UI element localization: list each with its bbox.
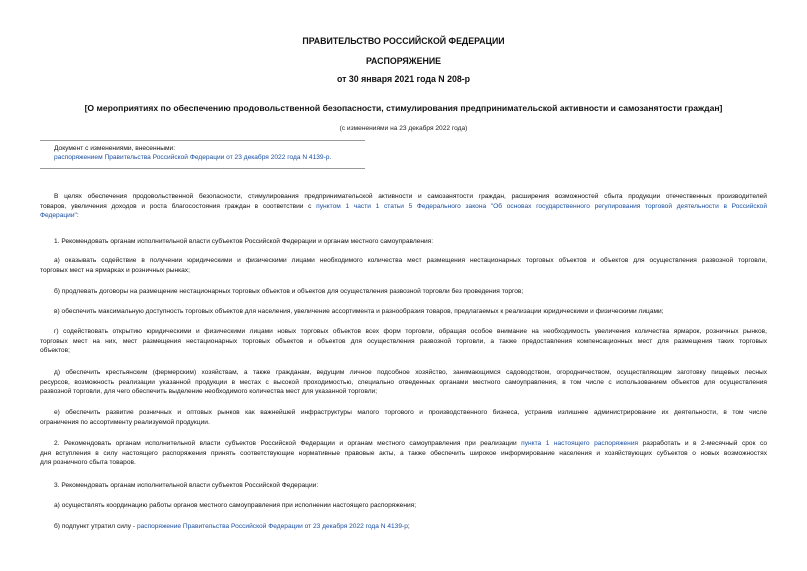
changes-note: (с изменениями на 23 декабря 2022 года) — [339, 125, 468, 132]
divider-bottom — [40, 168, 365, 169]
preamble-line-2 — [40, 202, 767, 212]
item-3b-link[interactable]: распоряжение Правительства Российской Федерации от 23 декабря 2022 года N 4139-р — [136, 523, 408, 530]
item-3b-end: ; — [407, 523, 410, 530]
item-1e-line-2: ограничения по ассортименту реализуемой продукции. — [40, 418, 210, 426]
item-1d-line-2: ресурсов, возможность реализации указанной продукции в местах с высокой проходимостью, специально отведенных органами местного самоуправления, в том числе с использованием объектов для осуществления — [40, 378, 767, 386]
item-3a-text: а) осуществлять координацию работы органов местного самоуправления при исполнении настоящего распоряжения; — [54, 502, 417, 509]
amendment-block — [54, 144, 331, 162]
item-1g-line-1: г) содействовать открытию юридическими и физическими лицами новых торговых объектов всех форм торговли, обращая особое внимание на необходимость увеличения количества ярмарок, розничных рынков, — [54, 328, 767, 335]
item-1e — [40, 408, 767, 427]
item-1d-line-3: развозной торговли, для чего обеспечить выделение необходимого количества мест для указанной торговли; — [40, 388, 378, 396]
item-1g — [40, 327, 767, 356]
amendment-link[interactable]: распоряжением Правительства Российской Федерации от 23 декабря 2022 года N 4139-р. — [54, 154, 332, 161]
item-1v-text: в) обеспечить максимальную доступность торговых объектов для населения, увеличение ассортимента и разнообразия товаров, предлагаемых к реализации юридическими и физическими лицами; — [54, 308, 664, 315]
document-type: РАСПОРЯЖЕНИЕ — [365, 56, 442, 66]
item-1b — [40, 287, 767, 297]
item-2-line-2: дня вступления в силу настоящего распоряжения принять соответствующие нормативные правовые акты, а также обеспечить широкое информирование населения и хозяйствующих субъектов о новых возможностях — [40, 449, 767, 457]
item-3b-line — [40, 522, 767, 532]
item-3a — [40, 501, 767, 511]
preamble-colon: : — [76, 212, 79, 220]
item-2-text-b: разработать и в 2-месячный срок со — [638, 440, 767, 447]
item-1a-line-2: торговых мест на ярмарках и розничных рынках; — [40, 266, 190, 274]
item-3-text: 3. Рекомендовать органам исполнительной власти субъектов Российской Федерации: — [54, 482, 319, 489]
divider-top — [40, 140, 365, 141]
item-2-text-a: 2. Рекомендовать органам исполнительной власти субъектов Российской Федерации и органам местного самоуправления при реализации — [54, 440, 522, 447]
item-3 — [40, 481, 767, 491]
item-1g-line-3: объектов; — [40, 347, 70, 355]
document-title: [О мероприятиях по обеспечению продовольственной безопасности, стимулирования предпринимательской активности и самозанятости граждан] — [84, 103, 723, 113]
government-heading: ПРАВИТЕЛЬСТВО РОССИЙСКОЙ ФЕДЕРАЦИИ — [302, 36, 505, 46]
preamble-text: товаров, увеличения доходов и роста благосостояния граждан в соответствии с — [40, 202, 317, 210]
amendment-label: Документ с изменениями, внесенными: — [54, 145, 176, 152]
item-2-line-1 — [40, 439, 767, 449]
preamble-line-3 — [40, 211, 767, 221]
item-1b-text: б) продлевать договоры на размещение нестационарных торговых объектов и объектов для осуществления развозной торговли без проведения торгов; — [54, 288, 524, 295]
preamble — [40, 192, 767, 221]
item-2-line-3: для розничного сбыта товаров. — [40, 459, 136, 467]
item-1e-line-1: е) обеспечить развитие розничных и оптовых рынков как важнейшей инфраструктуры малого торгового и производственного бизнеса, устранив излишнее администрирование их деятельности, в том числе — [54, 409, 767, 416]
item-1v — [40, 307, 767, 317]
item-1a-line-1: а) оказывать содействие в получении юридическими и физическими лицами необходимого количества мест размещения нестационарных торговых объектов и объектов для осуществления развозной торговли, — [54, 257, 767, 264]
law-link-end[interactable]: Федерации" — [40, 212, 77, 220]
item-3b — [40, 522, 767, 532]
law-link[interactable]: пунктом 1 части 1 статьи 5 Федерального закона "Об основах государственного регулирования торговой деятельности в Российской — [316, 202, 767, 210]
preamble-line-1: В целях обеспечения продовольственной безопасности, стимулирования предпринимательской активности и самозанятости граждан, расширения возможностей сбыта продукции отечественных производителей — [54, 193, 767, 200]
item-1d-line-1: д) обеспечить крестьянским (фермерским) хозяйствам, а также гражданам, ведущим личное подсобное хозяйство, занимающимся садоводством, огородничеством, осуществляющим заготовку пищевых лесных — [54, 369, 767, 376]
item-1g-line-2: торговых мест на них, мест размещения нестационарных торговых объектов и объектов для осуществления развозной торговли, а также предоставления компенсационных мест для размещения таких торговых — [40, 337, 767, 345]
item-3b-text: б) подпункт утратил силу - — [54, 523, 137, 530]
item-1a — [40, 256, 767, 275]
item-1-text: 1. Рекомендовать органам исполнительной власти субъектов Российской Федерации и органам местного самоуправления: — [54, 238, 434, 245]
item-2-link[interactable]: пункта 1 настоящего распоряжения — [521, 440, 639, 447]
document-date-number: от 30 января 2021 года N 208-р — [336, 74, 471, 84]
item-1d — [40, 368, 767, 397]
item-1 — [40, 237, 767, 247]
item-2 — [40, 439, 767, 468]
